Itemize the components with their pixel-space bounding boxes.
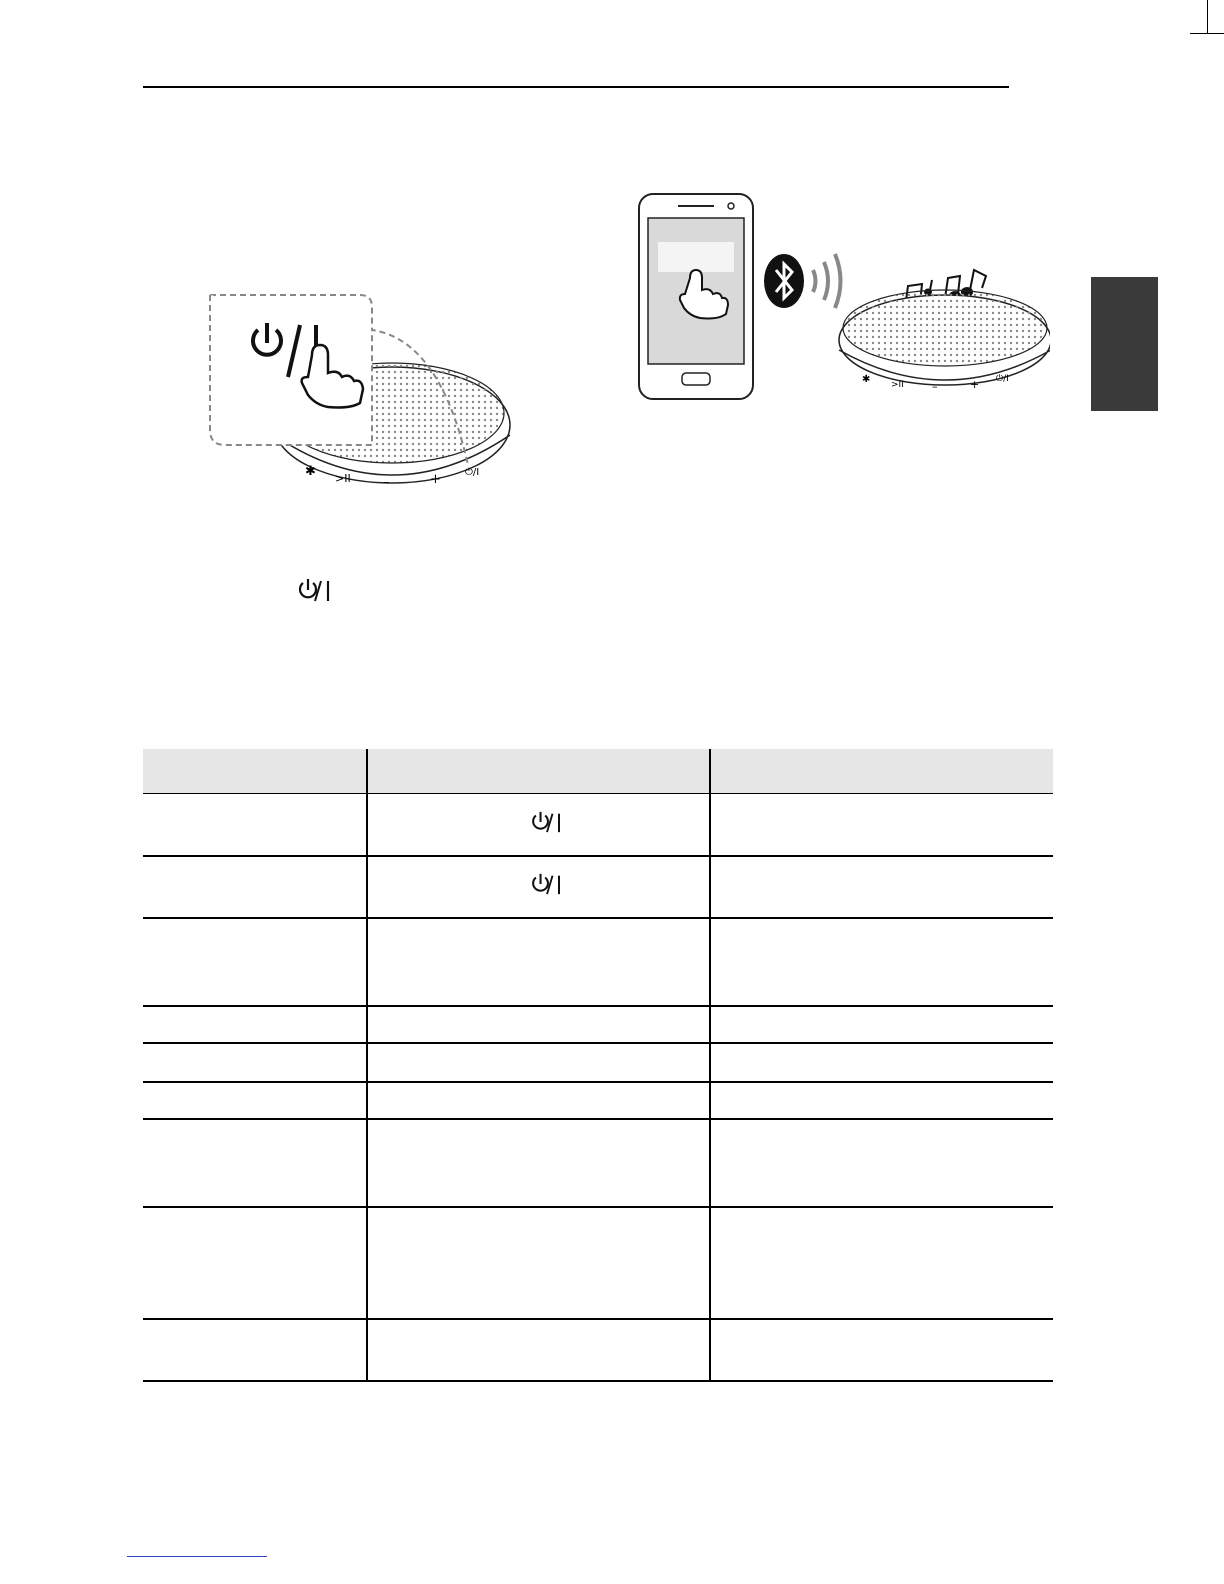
chapter-side-tab	[1091, 277, 1158, 411]
table-row	[143, 1006, 1053, 1043]
table-cell	[143, 918, 367, 1006]
table-cell	[367, 1006, 710, 1043]
power-standby-icon	[297, 577, 333, 603]
table-cell	[143, 856, 367, 918]
bluetooth-pairing-illustration	[630, 190, 1050, 405]
footer-link-underline[interactable]	[127, 1556, 267, 1557]
table-cell	[367, 794, 710, 856]
svg-text:✱: ✱	[862, 374, 871, 385]
power-press-illustration	[200, 285, 530, 505]
table-cell	[710, 1082, 1053, 1119]
svg-text:–: –	[383, 475, 390, 490]
table-cell	[710, 918, 1053, 1006]
status-table	[143, 749, 1053, 1382]
table-row	[143, 856, 1053, 918]
power-standby-icon	[530, 872, 564, 896]
svg-text:>II: >II	[335, 472, 351, 485]
table-cell	[143, 1207, 367, 1319]
table-cell	[710, 1119, 1053, 1207]
table-cell	[367, 1082, 710, 1119]
table-row	[143, 1207, 1053, 1319]
header-rule	[143, 86, 1009, 88]
table-cell	[710, 794, 1053, 856]
table-cell	[710, 1207, 1053, 1319]
table-header-cell	[143, 749, 367, 794]
svg-text:+: +	[430, 472, 441, 487]
power-standby-icon	[530, 810, 564, 834]
table-cell	[367, 918, 710, 1006]
table-cell	[143, 1319, 367, 1381]
table-cell	[143, 1006, 367, 1043]
table-row	[143, 1043, 1053, 1082]
smartphone-icon	[639, 194, 753, 399]
table-row	[143, 794, 1053, 856]
crop-mark-right-top	[1190, 33, 1224, 34]
crop-mark-top-right	[1207, 0, 1208, 34]
svg-text:>II: >II	[891, 380, 904, 390]
table-cell	[143, 794, 367, 856]
table-cell	[143, 1082, 367, 1119]
table-header-cell	[710, 749, 1053, 794]
table-cell	[143, 1119, 367, 1207]
svg-text:⏻/I: ⏻/I	[465, 467, 480, 478]
svg-text:+: +	[970, 378, 980, 391]
signal-waves-icon	[813, 254, 841, 308]
svg-text:–: –	[932, 380, 938, 393]
table-cell	[367, 1207, 710, 1319]
bluetooth-icon	[764, 254, 804, 308]
table-cell	[367, 1119, 710, 1207]
table-cell	[367, 1319, 710, 1381]
svg-text:✱: ✱	[305, 464, 316, 479]
table-row	[143, 1319, 1053, 1381]
table-cell	[367, 1043, 710, 1082]
table-cell	[710, 1006, 1053, 1043]
svg-text:⏻/I: ⏻/I	[996, 374, 1009, 384]
table-cell	[367, 856, 710, 918]
table-cell	[710, 1319, 1053, 1381]
table-row	[143, 918, 1053, 1006]
table-header-row	[143, 749, 1053, 794]
table-cell	[710, 856, 1053, 918]
table-header-cell	[367, 749, 710, 794]
table-cell	[143, 1043, 367, 1082]
table-row	[143, 1082, 1053, 1119]
table-cell	[710, 1043, 1053, 1082]
table-row	[143, 1119, 1053, 1207]
round-speaker-icon	[839, 290, 1050, 393]
